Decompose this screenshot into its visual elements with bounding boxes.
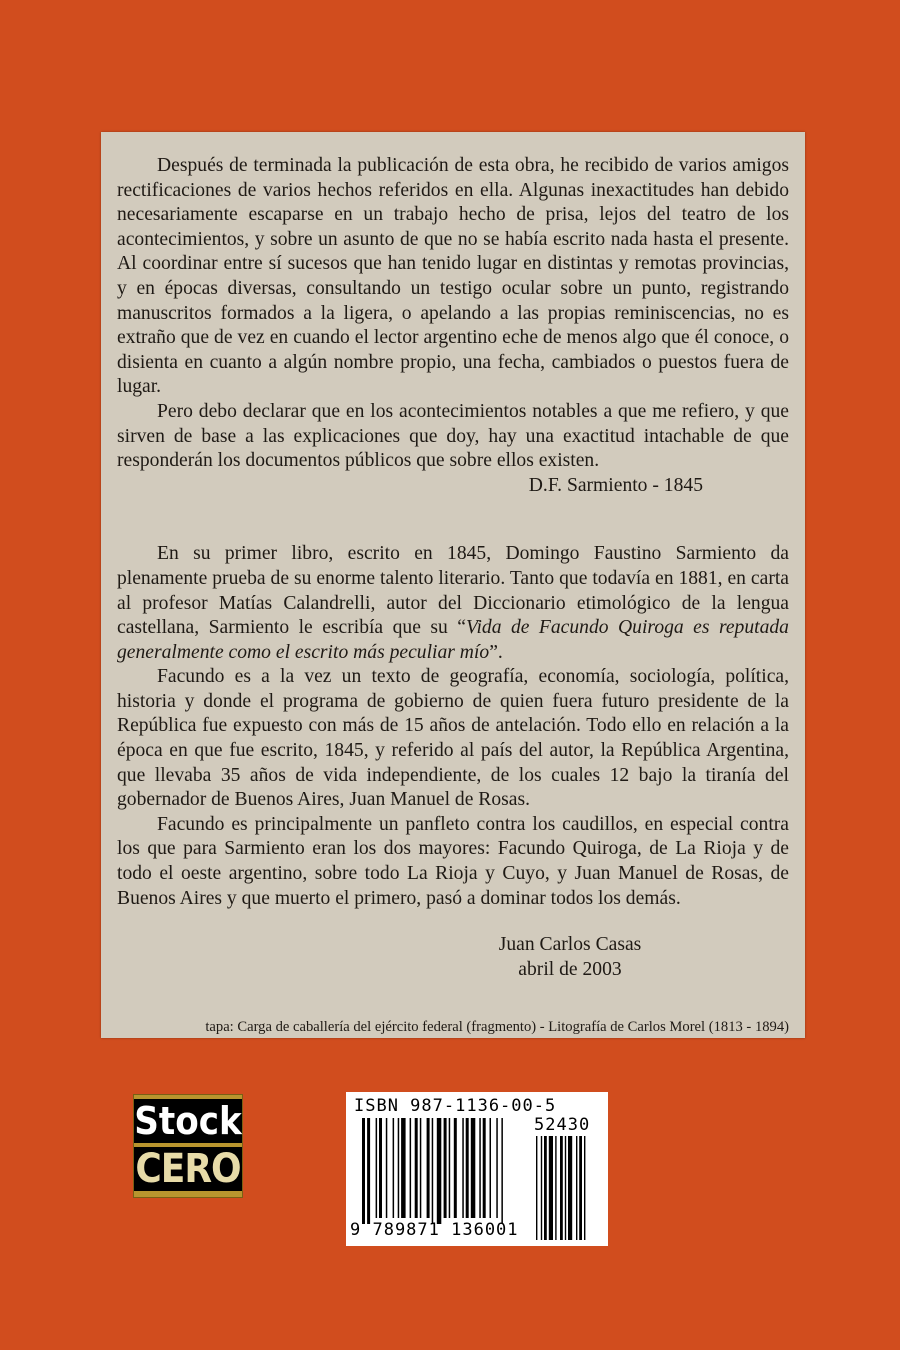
paragraph: Después de terminada la publicación de esta obra, he recibido de varios amigos rectificaciones de varios hechos referidos en ella. Algunas inexactitudes han debido necesariamente escaparse en un trabajo hecho de prisa, lejos del teatro de los acontecimientos, y sobre un asunto de que no se había escrito nada hasta el presente. Al coordinar entre sí sucesos que han tenido lugar en distintas y remotas provincias, y en épocas diversas, consultando un testigo ocular sobre un punto, registrando manuscritos formados a la ligera, o apelando a las propias reminiscencias, no es extraño que de vez en cuando el lector argentino eche de menos algo que él conoce, o disienta en cuanto a algún nombre propio, una fecha, cambiados o puestos fuera de lugar. <box>117 155 789 398</box>
cover-caption: tapa: Carga de caballería del ejército federal (fragmento) - Litografía de Carlos Morel (1813 - 1894) <box>205 1019 789 1036</box>
barcode-bar <box>410 1118 412 1218</box>
signature-casas <box>457 933 683 982</box>
barcode-bar <box>386 1118 388 1218</box>
barcode-bar <box>367 1118 370 1224</box>
barcode-addon-bar <box>549 1136 553 1240</box>
signature-name: Juan Carlos Casas <box>498 934 642 956</box>
stockcero-logo <box>133 1094 243 1198</box>
barcode-bar <box>466 1118 469 1218</box>
paragraph: Facundo es principalmente un panfleto contra los caudillos, en especial contra los que para Sarmiento eran los dos mayores: Facundo Quiroga, de La Rioja y de todo el oeste argentino, sobre todo La Rioja y Cuyo, y Juan Manuel de Rosas, de Buenos Aires y que muerto el primero, pasó a dominar todos los demás. <box>117 813 789 909</box>
barcode-bar <box>398 1118 400 1218</box>
paragraph: Pero debo declarar que en los acontecimientos notables a que me refiero, y que sirven de base a las explicaciones que doy, hay una exactitud intachable de que responderán los documentos públicos que sobre ellos existen. <box>117 400 789 472</box>
isbn-label: ISBN 987-1136-00-5 <box>354 1096 557 1116</box>
barcode-bar <box>432 1118 434 1224</box>
logo-line1: Stock <box>134 1099 242 1143</box>
barcode-bar <box>483 1118 486 1218</box>
back-cover-text-panel <box>101 132 805 1038</box>
barcode-bar <box>437 1118 442 1224</box>
barcode-bar <box>501 1118 503 1224</box>
barcode-bar <box>415 1118 418 1218</box>
quote-italic: Vida de Facundo Quiroga es reputada generalmente como el escrito más peculiar mío <box>117 617 789 663</box>
barcode-bar <box>490 1118 492 1218</box>
paragraph <box>117 542 789 665</box>
barcode-bar <box>420 1118 422 1218</box>
paragraph-text: ”. <box>489 641 503 663</box>
paragraph-text: En su primer libro, escrito en 1845, Domingo Faustino Sarmiento da plenamente prueba de su enorme talento literario. Tanto que todavía en 1881, en carta al profesor Matías Calandrelli, autor del Diccionario etimológico de la lengua castellana, Sarmiento le escribía que su “ <box>117 543 789 639</box>
barcode-addon-bar <box>541 1136 542 1240</box>
paragraph: Facundo es a la vez un texto de geografía, economía, sociología, política, historia y donde el programa de gobierno de quien fuera futuro presidente de la República fue expuesto con más de 15 años de antelación. Todo ello en relación a la época en que fue escrito, 1845, y referido al país del autor, la República Argentina, que llevaba 35 años de vida independiente, de los cuales 12 bajo la tiranía del gobernador de Buenos Aires, Juan Manuel de Rosas. <box>117 666 789 811</box>
barcode-bar <box>427 1118 430 1218</box>
barcode <box>346 1092 608 1246</box>
barcode-bar <box>449 1118 451 1218</box>
barcode-addon-bar <box>536 1136 537 1240</box>
barcode-bar <box>376 1118 378 1218</box>
barcode-addon-bar <box>576 1136 577 1240</box>
signature-sarmiento: D.F. Sarmiento - 1845 <box>528 474 703 496</box>
barcode-addon-bar <box>568 1136 572 1240</box>
barcode-bar <box>393 1118 395 1218</box>
barcode-bar <box>462 1118 464 1218</box>
barcode-addon-bar <box>565 1136 566 1240</box>
barcode-ean-number: 9 789871 136001 <box>350 1220 519 1240</box>
barcode-bar <box>444 1118 447 1218</box>
barcode-bar <box>471 1118 476 1218</box>
author-note <box>117 154 789 474</box>
barcode-bar <box>454 1118 457 1218</box>
barcode-addon-bar <box>555 1136 556 1240</box>
barcode-addon-bar <box>584 1136 585 1240</box>
barcode-addon-bar <box>579 1136 582 1240</box>
barcode-addon-bar <box>560 1136 563 1240</box>
barcode-addon-number: 52430 <box>534 1115 591 1135</box>
barcode-addon-bar <box>544 1136 547 1240</box>
barcode-bar <box>496 1118 498 1218</box>
barcode-bar <box>479 1118 481 1218</box>
introduction <box>117 542 789 911</box>
barcode-bar <box>401 1118 406 1218</box>
signature-date: abril de 2003 <box>518 958 622 980</box>
logo-line2: CERO <box>135 1146 241 1192</box>
barcode-bar <box>379 1118 382 1218</box>
barcode-bar <box>362 1118 365 1224</box>
